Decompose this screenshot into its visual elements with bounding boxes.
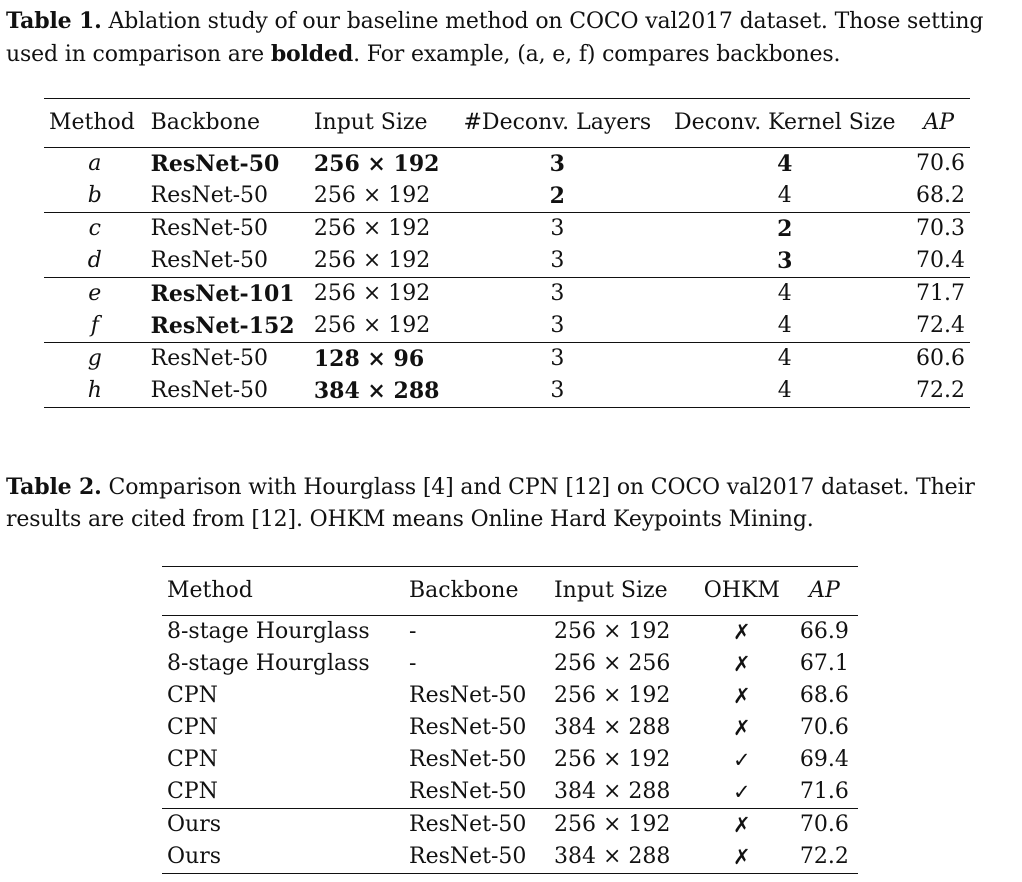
layers-cell: 3 <box>549 151 565 177</box>
method-cell: CPN <box>167 715 218 740</box>
table1-header-row <box>44 99 970 148</box>
ap-cell: 60.6 <box>907 343 970 376</box>
table1-caption-text: Ablation study of our baseline method on COCO val2017 dataset. Those setting used in comparison are <box>6 9 984 67</box>
table-row <box>162 744 858 776</box>
input-size-cell: 256 × 192 <box>549 809 693 842</box>
table1-caption-label: Table 1. <box>6 8 102 34</box>
table-row <box>44 375 970 408</box>
layers-cell: 3 <box>550 248 565 273</box>
method-cell: CPN <box>167 779 218 804</box>
ap-cell: 68.2 <box>916 183 965 208</box>
table-row <box>44 148 970 181</box>
input-size-cell: 256 × 256 <box>553 651 671 676</box>
ablation-table <box>44 98 970 408</box>
method-cell: h <box>87 378 102 403</box>
method-cell: c <box>44 213 146 246</box>
method-cell: CPN <box>167 747 218 772</box>
ohkm-cross-icon: ✗ <box>733 620 751 644</box>
table-row <box>44 180 970 213</box>
table-row <box>44 278 970 311</box>
ohkm-check-icon: ✓ <box>733 780 751 804</box>
input-size-cell: 384 × 288 <box>553 779 671 804</box>
backbone-cell: ResNet-50 <box>150 378 269 403</box>
input-size-cell: 256 × 192 <box>553 747 671 772</box>
kernel-cell: 2 <box>662 213 907 246</box>
backbone-cell: ResNet-50 <box>404 809 549 842</box>
table1-caption <box>6 5 1016 71</box>
input-size-cell: 256 × 192 <box>553 619 671 644</box>
layers-cell: 3 <box>550 378 565 403</box>
layers-cell: 3 <box>550 313 565 338</box>
ohkm-cross-icon: ✗ <box>733 845 751 869</box>
table1-header-input-size: Input Size <box>309 99 453 148</box>
ap-cell: 70.6 <box>791 809 858 842</box>
table2-header-ohkm: OHKM <box>693 567 791 616</box>
table-row <box>162 680 858 712</box>
table1-header-ap: AP <box>907 99 970 148</box>
kernel-cell: 4 <box>777 183 792 208</box>
method-cell: d <box>87 248 102 273</box>
backbone-cell: ResNet-50 <box>409 747 527 772</box>
table2-caption-label: Table 2. <box>6 474 102 500</box>
method-cell: f <box>90 313 99 338</box>
backbone-cell: ResNet-50 <box>150 151 280 177</box>
table2-caption <box>6 471 1016 536</box>
ohkm-check-icon: ✓ <box>733 748 751 772</box>
ap-cell: 67.1 <box>799 651 849 676</box>
table-row <box>162 616 858 649</box>
input-size-cell: 256 × 192 <box>313 183 431 208</box>
input-size-cell: 256 × 192 <box>553 683 671 708</box>
table-row <box>162 648 858 680</box>
layers-cell: 3 <box>453 213 662 246</box>
ap-cell: 70.4 <box>916 248 965 273</box>
table1-header-method: Method <box>44 99 146 148</box>
kernel-cell: 4 <box>777 151 793 177</box>
input-size-cell: 256 × 192 <box>309 278 453 311</box>
ohkm-cross-icon: ✗ <box>733 652 751 676</box>
input-size-cell: 384 × 288 <box>553 715 671 740</box>
ap-cell: 72.4 <box>916 313 965 338</box>
table2-header-ap: AP <box>791 567 858 616</box>
ap-cell: 72.2 <box>799 844 849 869</box>
ohkm-cross-icon: ✗ <box>733 684 751 708</box>
table-row <box>162 841 858 874</box>
table-row <box>44 245 970 278</box>
table1-header-deconv-layers: #Deconv. Layers <box>453 99 662 148</box>
comparison-table <box>162 566 858 874</box>
backbone-cell: - <box>409 619 417 644</box>
table2-header-method: Method <box>162 567 404 616</box>
table1-caption-bold: bolded <box>270 41 354 67</box>
backbone-cell: ResNet-50 <box>150 248 269 273</box>
ap-cell: 70.3 <box>907 213 970 246</box>
backbone-cell: - <box>409 651 417 676</box>
table-row <box>44 310 970 343</box>
method-cell: b <box>87 183 102 208</box>
backbone-cell: ResNet-50 <box>150 183 269 208</box>
table2-header-input-size: Input Size <box>549 567 693 616</box>
input-size-cell: 128 × 96 <box>309 343 453 376</box>
table2-caption-text: Comparison with Hourglass [4] and CPN [12] on COCO val2017 dataset. Their results are cited from [12]. OHKM means Online Hard Keypoints Mining. <box>6 475 975 532</box>
kernel-cell: 3 <box>777 248 793 274</box>
ap-cell: 68.6 <box>799 683 849 708</box>
backbone-cell: ResNet-152 <box>150 313 295 339</box>
method-cell: 8-stage Hourglass <box>167 619 370 644</box>
input-size-cell: 256 × 192 <box>309 213 453 246</box>
table-row <box>162 712 858 744</box>
input-size-cell: 256 × 192 <box>313 248 431 273</box>
backbone-cell: ResNet-50 <box>146 343 309 376</box>
ap-cell: 71.7 <box>907 278 970 311</box>
kernel-cell: 4 <box>777 378 792 403</box>
backbone-cell: ResNet-50 <box>409 715 527 740</box>
method-cell: e <box>44 278 146 311</box>
ap-cell: 70.6 <box>799 715 849 740</box>
ap-cell: 66.9 <box>799 619 849 644</box>
table1-header-backbone: Backbone <box>146 99 309 148</box>
backbone-cell: ResNet-50 <box>146 213 309 246</box>
method-cell: Ours <box>162 809 404 842</box>
method-cell: 8-stage Hourglass <box>167 651 370 676</box>
table2-header-row <box>162 567 858 616</box>
method-cell: Ours <box>167 844 222 869</box>
table-row <box>162 776 858 809</box>
input-size-cell: 384 × 288 <box>553 844 671 869</box>
kernel-cell: 4 <box>662 343 907 376</box>
ohkm-cross-icon: ✗ <box>693 809 791 842</box>
method-cell: g <box>44 343 146 376</box>
kernel-cell: 4 <box>662 278 907 311</box>
backbone-cell: ResNet-50 <box>409 844 527 869</box>
input-size-cell: 256 × 192 <box>313 313 431 338</box>
table-row <box>162 809 858 842</box>
backbone-cell: ResNet-50 <box>409 683 527 708</box>
table-row <box>44 343 970 376</box>
ap-cell: 70.6 <box>916 151 965 176</box>
layers-cell: 3 <box>453 343 662 376</box>
ap-cell: 72.2 <box>916 378 965 403</box>
input-size-cell: 384 × 288 <box>313 378 440 404</box>
kernel-cell: 4 <box>777 313 792 338</box>
backbone-cell: ResNet-50 <box>409 779 527 804</box>
table1-header-kernel-size: Deconv. Kernel Size <box>662 99 907 148</box>
layers-cell: 3 <box>453 278 662 311</box>
table-row <box>44 213 970 246</box>
layers-cell: 2 <box>549 183 565 209</box>
ohkm-cross-icon: ✗ <box>733 716 751 740</box>
method-cell: CPN <box>167 683 218 708</box>
table1-caption-text-end: . For example, (a, e, f) compares backbones. <box>353 42 841 67</box>
ap-cell: 69.4 <box>799 747 849 772</box>
method-cell: a <box>88 151 102 176</box>
backbone-cell: ResNet-101 <box>146 278 309 311</box>
input-size-cell: 256 × 192 <box>313 151 440 177</box>
ap-cell: 71.6 <box>799 779 849 804</box>
table2-header-backbone: Backbone <box>404 567 549 616</box>
